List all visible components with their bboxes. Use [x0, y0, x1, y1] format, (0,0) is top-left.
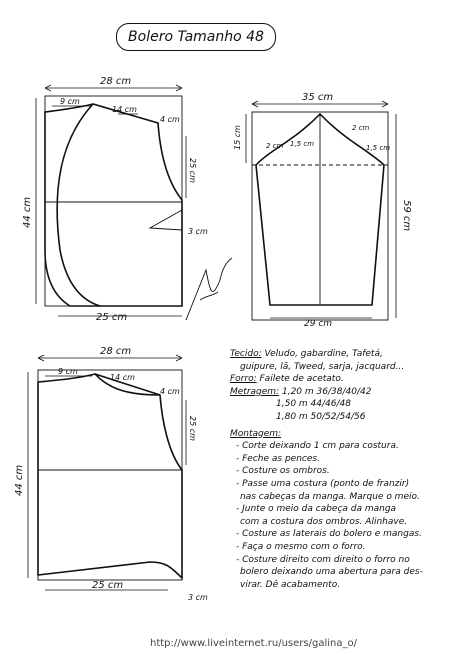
sleeve-bottom-label: 29 cm [304, 319, 333, 329]
montagem-step: bolero deixando uma abertura para des- [240, 567, 423, 578]
montagem-step: - Faça o mesmo com o forro. [236, 541, 366, 552]
sleeve-length-label: 59 cm [401, 200, 412, 232]
back-width-label: 28 cm [100, 76, 132, 87]
montagem-step: - Costure direito com direito o forro no [236, 554, 410, 565]
front-armhole-label: 25 cm [188, 416, 197, 441]
sleeve-cap-right-label: 2 cm [352, 124, 370, 132]
front-hem-drop-label: 3 cm [188, 593, 208, 602]
montagem-step: - Costure as laterais do bolero e mangas. [236, 529, 422, 540]
montagem-step: virar. Dê acabamento. [240, 579, 341, 590]
sleeve-width-label: 35 cm [302, 92, 334, 103]
tecido-text-2: guipure, lã, Tweed, sarja, jacquard... [240, 361, 405, 372]
front-width-label: 28 cm [100, 346, 132, 357]
metragem-amount: 1,20 m [281, 386, 314, 397]
montagem-step: - Feche as pences. [236, 453, 320, 464]
front-length-label: 44 cm [14, 464, 25, 496]
tecido-line [230, 348, 458, 361]
metragem-sizes: 50/52/54/56 [310, 411, 366, 422]
back-dart-label: 3 cm [188, 227, 208, 236]
montagem-label: Montagem: [230, 428, 282, 439]
front-shoulder-label: 14 cm [110, 373, 135, 382]
back-shoulder-slope-label: 4 cm [160, 115, 180, 124]
metragem-sizes: 44/46/48 [310, 399, 351, 410]
montagem-step: - Corte deixando 1 cm para costura. [236, 441, 399, 452]
forro-label: Forro: [230, 374, 257, 385]
metragem-line-1 [230, 386, 458, 399]
pattern-title: Bolero Tamanho 48 [116, 23, 276, 51]
back-neck-drop-label: 14 cm [112, 105, 137, 114]
metragem-amount: 1,80 m [276, 411, 308, 422]
back-armhole-label: 25 cm [188, 158, 197, 183]
metragem-label: Metragem: [230, 386, 280, 397]
signature-image [186, 258, 232, 320]
watermark-url: http://www.liveinternet.ru/users/galina_o/ [150, 638, 357, 649]
montagem-step: nas cabeças da manga. Marque o meio. [240, 491, 420, 502]
front-hem-label: 25 cm [92, 580, 124, 591]
sleeve-side-right-label: 1,5 cm [366, 144, 391, 152]
back-hem-label: 25 cm [96, 312, 128, 323]
tecido-text-1: Veludo, gabardine, Tafetá, [264, 349, 383, 359]
back-shoulder-drop-label: 9 cm [60, 97, 80, 106]
montagem-step: - Junte o meio da cabeça da manga [236, 504, 397, 515]
forro-value: Failete de acetato. [259, 374, 344, 385]
sleeve-cap-left-label: 2 cm [266, 142, 284, 150]
metragem-amount: 1,50 m [276, 399, 308, 410]
front-neck-label: 9 cm [58, 367, 78, 376]
tecido-label: Tecido: [230, 349, 262, 359]
metragem-sizes: 36/38/40/42 [316, 386, 372, 397]
sleeve-piece [246, 101, 396, 320]
forro-line [230, 373, 458, 386]
montagem-step: - Costure os ombros. [236, 466, 330, 477]
metragem-line-2 [230, 398, 458, 411]
instructions-block [230, 348, 458, 591]
front-shoulder-slope-label: 4 cm [160, 387, 180, 396]
metragem-line-3 [230, 411, 458, 424]
montagem-step: com a costura dos ombros. Alinhave. [240, 516, 408, 527]
montagem-step: - Passe uma costura (ponto de franzir) [236, 478, 410, 489]
sleeve-cap-height-label: 15 cm [233, 125, 242, 150]
sleeve-side-left-label: 1,5 cm [290, 140, 315, 148]
back-length-label: 44 cm [22, 196, 33, 228]
